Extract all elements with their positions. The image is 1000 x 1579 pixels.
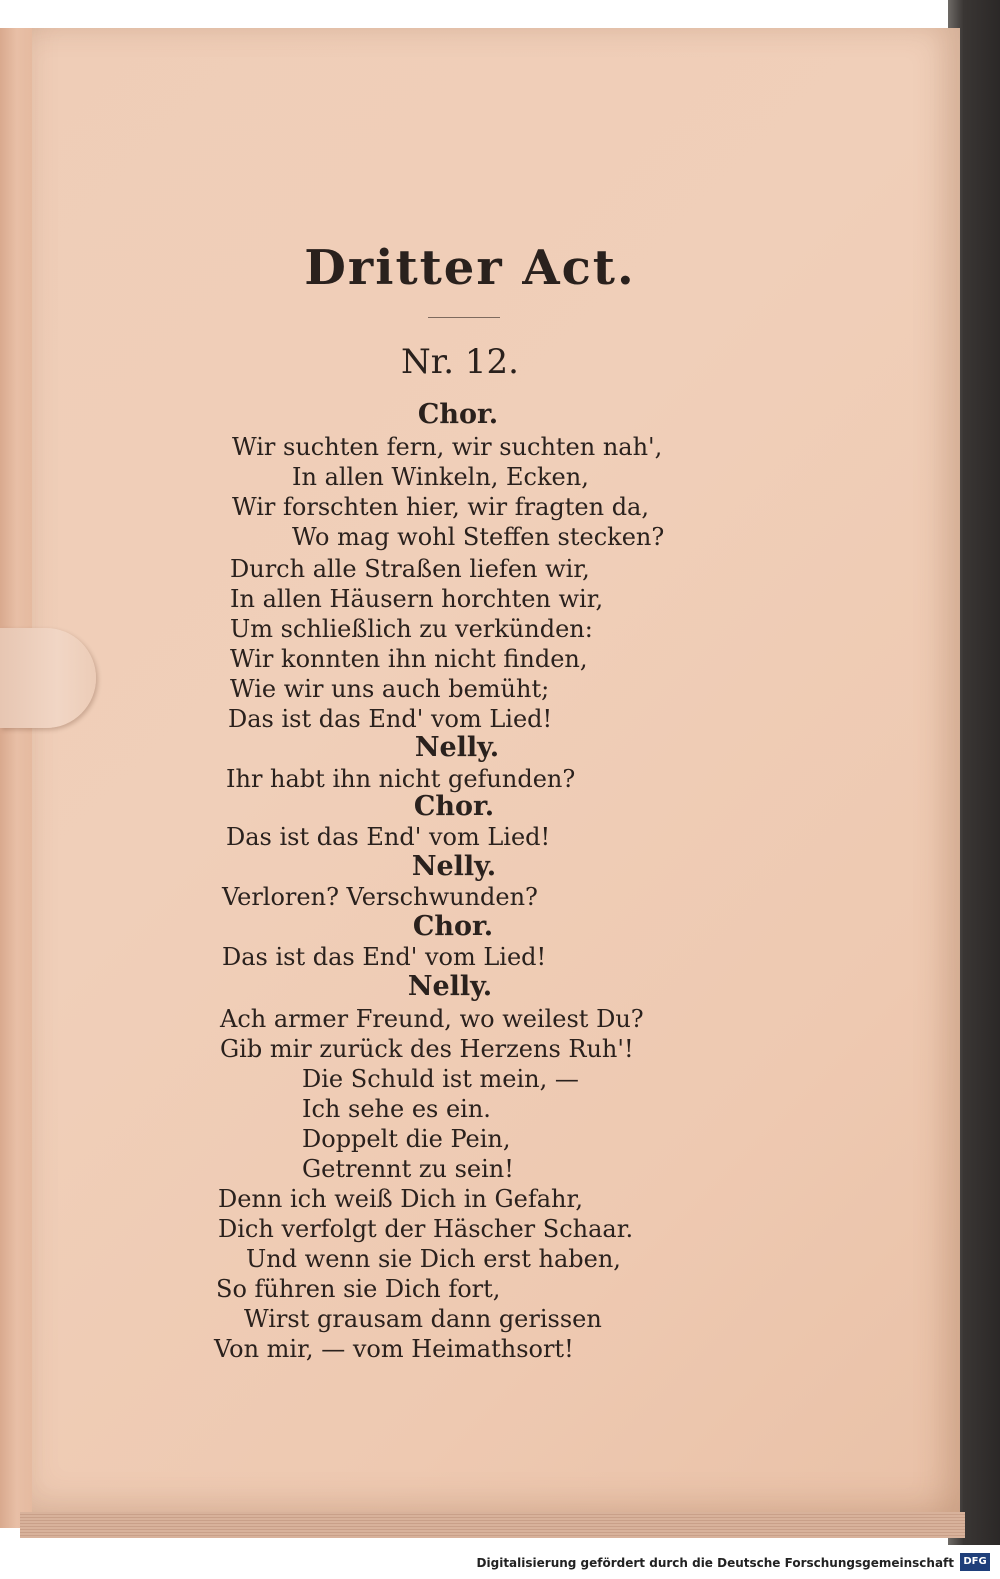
verse-line: Wir konnten ihn nicht finden, <box>230 645 588 673</box>
speaker-label: Chor. <box>412 911 494 942</box>
dfg-logo: DFG <box>960 1553 990 1571</box>
verse-line: Getrennt zu sein! <box>302 1155 514 1183</box>
page-bottom-edge <box>20 1512 965 1538</box>
verse-line: Die Schuld ist mein, — <box>302 1065 579 1093</box>
number-heading: Nr. 12. <box>401 342 519 382</box>
verse-line: Das ist das End' vom Lied! <box>222 943 547 971</box>
verse-line: Das ist das End' vom Lied! <box>228 705 553 733</box>
verse-line: Gib mir zurück des Herzens Ruh'! <box>220 1035 634 1063</box>
verse-line: Ach armer Freund, wo weilest Du? <box>220 1005 644 1033</box>
verse-line: Dich verfolgt der Häscher Schaar. <box>218 1215 634 1243</box>
verse-line: Und wenn sie Dich erst haben, <box>246 1245 621 1273</box>
act-title: Dritter Act. <box>304 240 636 296</box>
speaker-label: Nelly. <box>407 971 493 1002</box>
speaker-label: Chor. <box>413 791 495 822</box>
verse-line: Ich sehe es ein. <box>302 1095 491 1123</box>
speaker-label: Nelly. <box>414 732 500 763</box>
verse-line: Um schließlich zu verkünden: <box>230 615 593 643</box>
verse-line: In allen Häusern horchten wir, <box>230 585 604 613</box>
verse-line: In allen Winkeln, Ecken, <box>292 463 589 491</box>
bookmark-tab <box>0 628 96 728</box>
verse-line: Durch alle Straßen liefen wir, <box>230 555 590 583</box>
verse-line: Doppelt die Pein, <box>302 1125 511 1153</box>
title-rule <box>428 317 500 318</box>
speaker-label: Nelly. <box>411 851 497 882</box>
verse-line: So führen sie Dich fort, <box>216 1275 501 1303</box>
verse-line: Von mir, — vom Heimathsort! <box>214 1335 574 1363</box>
verse-line: Denn ich weiß Dich in Gefahr, <box>218 1185 583 1213</box>
speaker-label: Chor. <box>417 399 499 430</box>
funding-notice: Digitalisierung gefördert durch die Deutsche Forschungsgemeinschaft <box>476 1556 954 1570</box>
verse-line: Wo mag wohl Steffen stecken? <box>292 523 665 551</box>
verse-line: Das ist das End' vom Lied! <box>226 823 551 851</box>
verse-line: Wir suchten fern, wir suchten nah', <box>232 433 663 461</box>
verse-line: Ihr habt ihn nicht gefunden? <box>226 765 576 793</box>
verse-line: Wirst grausam dann gerissen <box>244 1305 602 1333</box>
verse-line: Wir forschten hier, wir fragten da, <box>232 493 649 521</box>
verse-line: Verloren? Verschwunden? <box>222 883 538 911</box>
verse-line: Wie wir uns auch bemüht; <box>230 675 550 703</box>
